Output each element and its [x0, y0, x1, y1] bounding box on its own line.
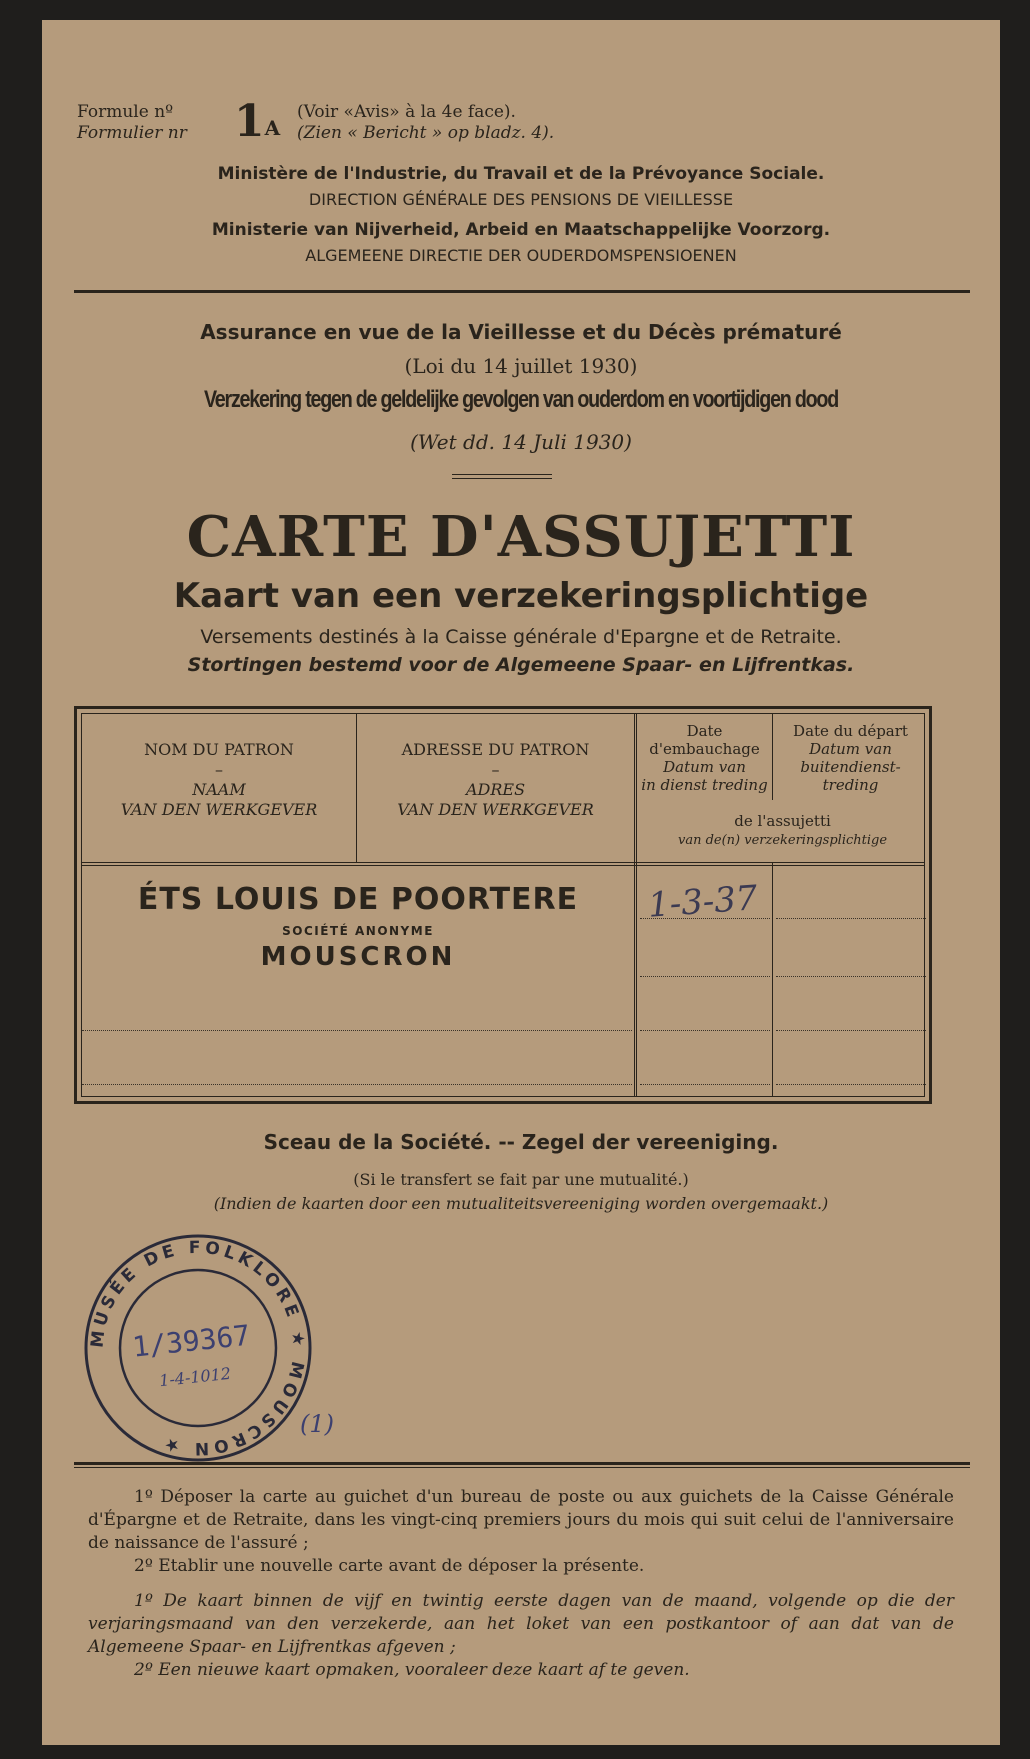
th-shared-nl: van de(n) verzekeringsplichtige	[677, 833, 888, 848]
th-shared-fr: de l'assujetti	[734, 812, 831, 830]
dots-name-2	[82, 1084, 632, 1085]
stamp-ring-text: MUSÉE DE FOLKLORE ★ MOUSCRON ★	[87, 1237, 309, 1459]
card-title-fr: CARTE D'ASSUJETTI	[186, 504, 856, 570]
insurance-title-fr: Assurance en vue de la Vieillesse et du Décès prématuré	[200, 320, 842, 344]
th-depart-nl-1: Datum van	[809, 740, 892, 758]
employer-table	[74, 706, 932, 1104]
col-divider-3-body	[772, 862, 773, 1096]
instruction-fr-2: 2º Etablir une nouvelle carte avant de déposer la présente.	[134, 1556, 645, 1576]
formule-nl: Formulier nr	[77, 123, 187, 143]
employer-type: SOCIÉTÉ ANONYME	[282, 924, 434, 938]
employer-name	[82, 882, 634, 917]
formule-fr: Formule nº	[77, 102, 174, 122]
divider-bottom-2	[74, 1467, 970, 1468]
seal-note-fr: (Si le transfert se fait par une mutualité.)	[353, 1170, 689, 1189]
th-name	[82, 740, 356, 820]
hire-date-handwritten: 1-3-37	[646, 878, 759, 926]
seal-note-nl: (Indien de kaarten door een mutualiteitsvereeniging worden overgemaakt.)	[213, 1194, 829, 1213]
instruction-fr-1: 1º Déposer la carte au guichet d'un bureau de poste ou aux guichets de la Caisse Générale d'Épargne et de Retraite, dans les vingt-cinq premiers jours du mois qui suit celui de l'anniversaire de naissance de l'assuré ;	[88, 1487, 954, 1553]
th-hire-fr-1: Date	[686, 722, 723, 740]
form-number-digit: 1	[234, 96, 265, 147]
divider-bottom	[74, 1462, 970, 1465]
museum-stamp	[80, 1230, 316, 1466]
insurance-card	[42, 20, 1000, 1745]
th-hire-nl-1: Datum van	[663, 758, 746, 776]
direction-fr: DIRECTION GÉNÉRALE DES PENSIONS DE VIEILLESSE	[308, 190, 734, 209]
th-depart	[773, 722, 928, 794]
formule-label	[77, 102, 187, 144]
table-inner	[81, 713, 925, 1097]
th-address-fr: ADRESSE DU PATRON	[401, 740, 590, 759]
th-address-nl-1: ADRES	[465, 780, 526, 799]
card-title-nl: Kaart van een verzekeringsplichtige	[173, 576, 869, 616]
law-nl: (Wet dd. 14 Juli 1930)	[410, 430, 632, 454]
direction-nl: ALGEMEENE DIRECTIE DER OUDERDOMSPENSIOENEN	[305, 246, 737, 265]
dots-depart-4	[776, 1084, 926, 1085]
stamp-date: 1-4-1012	[158, 1363, 232, 1391]
voir-nl: (Zien « Bericht » op bladz. 4).	[297, 123, 555, 143]
th-name-dash: –	[215, 760, 223, 779]
instructions-nl	[88, 1590, 954, 1682]
th-address-nl-2: VAN DEN WERKGEVER	[397, 800, 594, 819]
voir-note	[297, 102, 554, 144]
seal-title: Sceau de la Société. -- Zegel der vereeniging.	[263, 1130, 779, 1154]
th-name-nl-1: NAAM	[192, 780, 246, 799]
dots-depart-3	[776, 1030, 926, 1031]
th-address-dash: –	[491, 760, 500, 779]
short-rule-2	[452, 478, 552, 479]
dots-depart-1	[776, 918, 926, 919]
head-bottom	[82, 862, 924, 863]
col-divider-2	[634, 714, 635, 1096]
stamp-mark: (1)	[300, 1410, 334, 1438]
ministry-fr: Ministère de l'Industrie, du Travail et de la Prévoyance Sociale.	[217, 164, 825, 184]
th-hire-fr-2: d'embauchage	[649, 740, 760, 758]
th-depart-fr: Date du départ	[793, 722, 908, 740]
short-rule-1	[452, 474, 552, 475]
th-name-fr: NOM DU PATRON	[144, 740, 294, 759]
instructions-fr	[88, 1486, 954, 1578]
law-fr: (Loi du 14 juillet 1930)	[404, 354, 638, 378]
form-letter: A	[264, 116, 281, 140]
th-hire-nl-2: in dienst treding	[641, 776, 768, 794]
th-depart-nl-3: treding	[822, 776, 879, 794]
employer-city: MOUSCRON	[260, 942, 456, 972]
th-depart-nl-2: buitendienst-	[800, 758, 901, 776]
th-shared	[637, 812, 928, 850]
card-sub-nl: Stortingen bestemd voor de Algemeene Spaar- en Lijfrentkas.	[187, 654, 855, 676]
stamp-graphic	[80, 1230, 316, 1466]
dots-hire-2	[640, 976, 770, 977]
instruction-nl-2: 2º Een nieuwe kaart opmaken, vooraleer deze kaart af te geven.	[134, 1660, 690, 1680]
dots-depart-2	[776, 976, 926, 977]
employer-prefix: ÉTS	[137, 882, 204, 917]
th-address	[357, 740, 634, 820]
th-name-nl-2: VAN DEN WERKGEVER	[120, 800, 318, 819]
ministry-nl: Ministerie van Nijverheid, Arbeid en Maatschappelijke Voorzorg.	[211, 220, 831, 240]
insurance-title-nl: Verzekering tegen de geldelijke gevolgen van ouderdom en voortijdigen dood	[203, 386, 838, 413]
dots-hire-1	[640, 918, 770, 919]
employer-name-text: LOUIS DE POORTERE	[214, 882, 579, 917]
dots-name-1	[82, 1030, 632, 1031]
card-sub-fr: Versements destinés à la Caisse générale d'Epargne et de Retraite.	[200, 626, 842, 648]
dots-hire-4	[640, 1084, 770, 1085]
voir-fr: (Voir «Avis» à la 4e face).	[297, 102, 516, 122]
instruction-nl-1: 1º De kaart binnen de vijf en twintig eerste dagen van de maand, volgende op die der verjaringsmaand van den verzekerde, aan het loket van een postkantoor of aan dat van de Algemeene Spaar- en Lijfrentkas afgeven ;	[88, 1591, 954, 1657]
th-hire	[637, 722, 772, 794]
divider-top	[74, 290, 970, 293]
stamp-number: 1/39367	[130, 1318, 252, 1364]
form-number	[234, 96, 281, 147]
dots-hire-3	[640, 1030, 770, 1031]
head-bottom-2	[82, 865, 924, 866]
